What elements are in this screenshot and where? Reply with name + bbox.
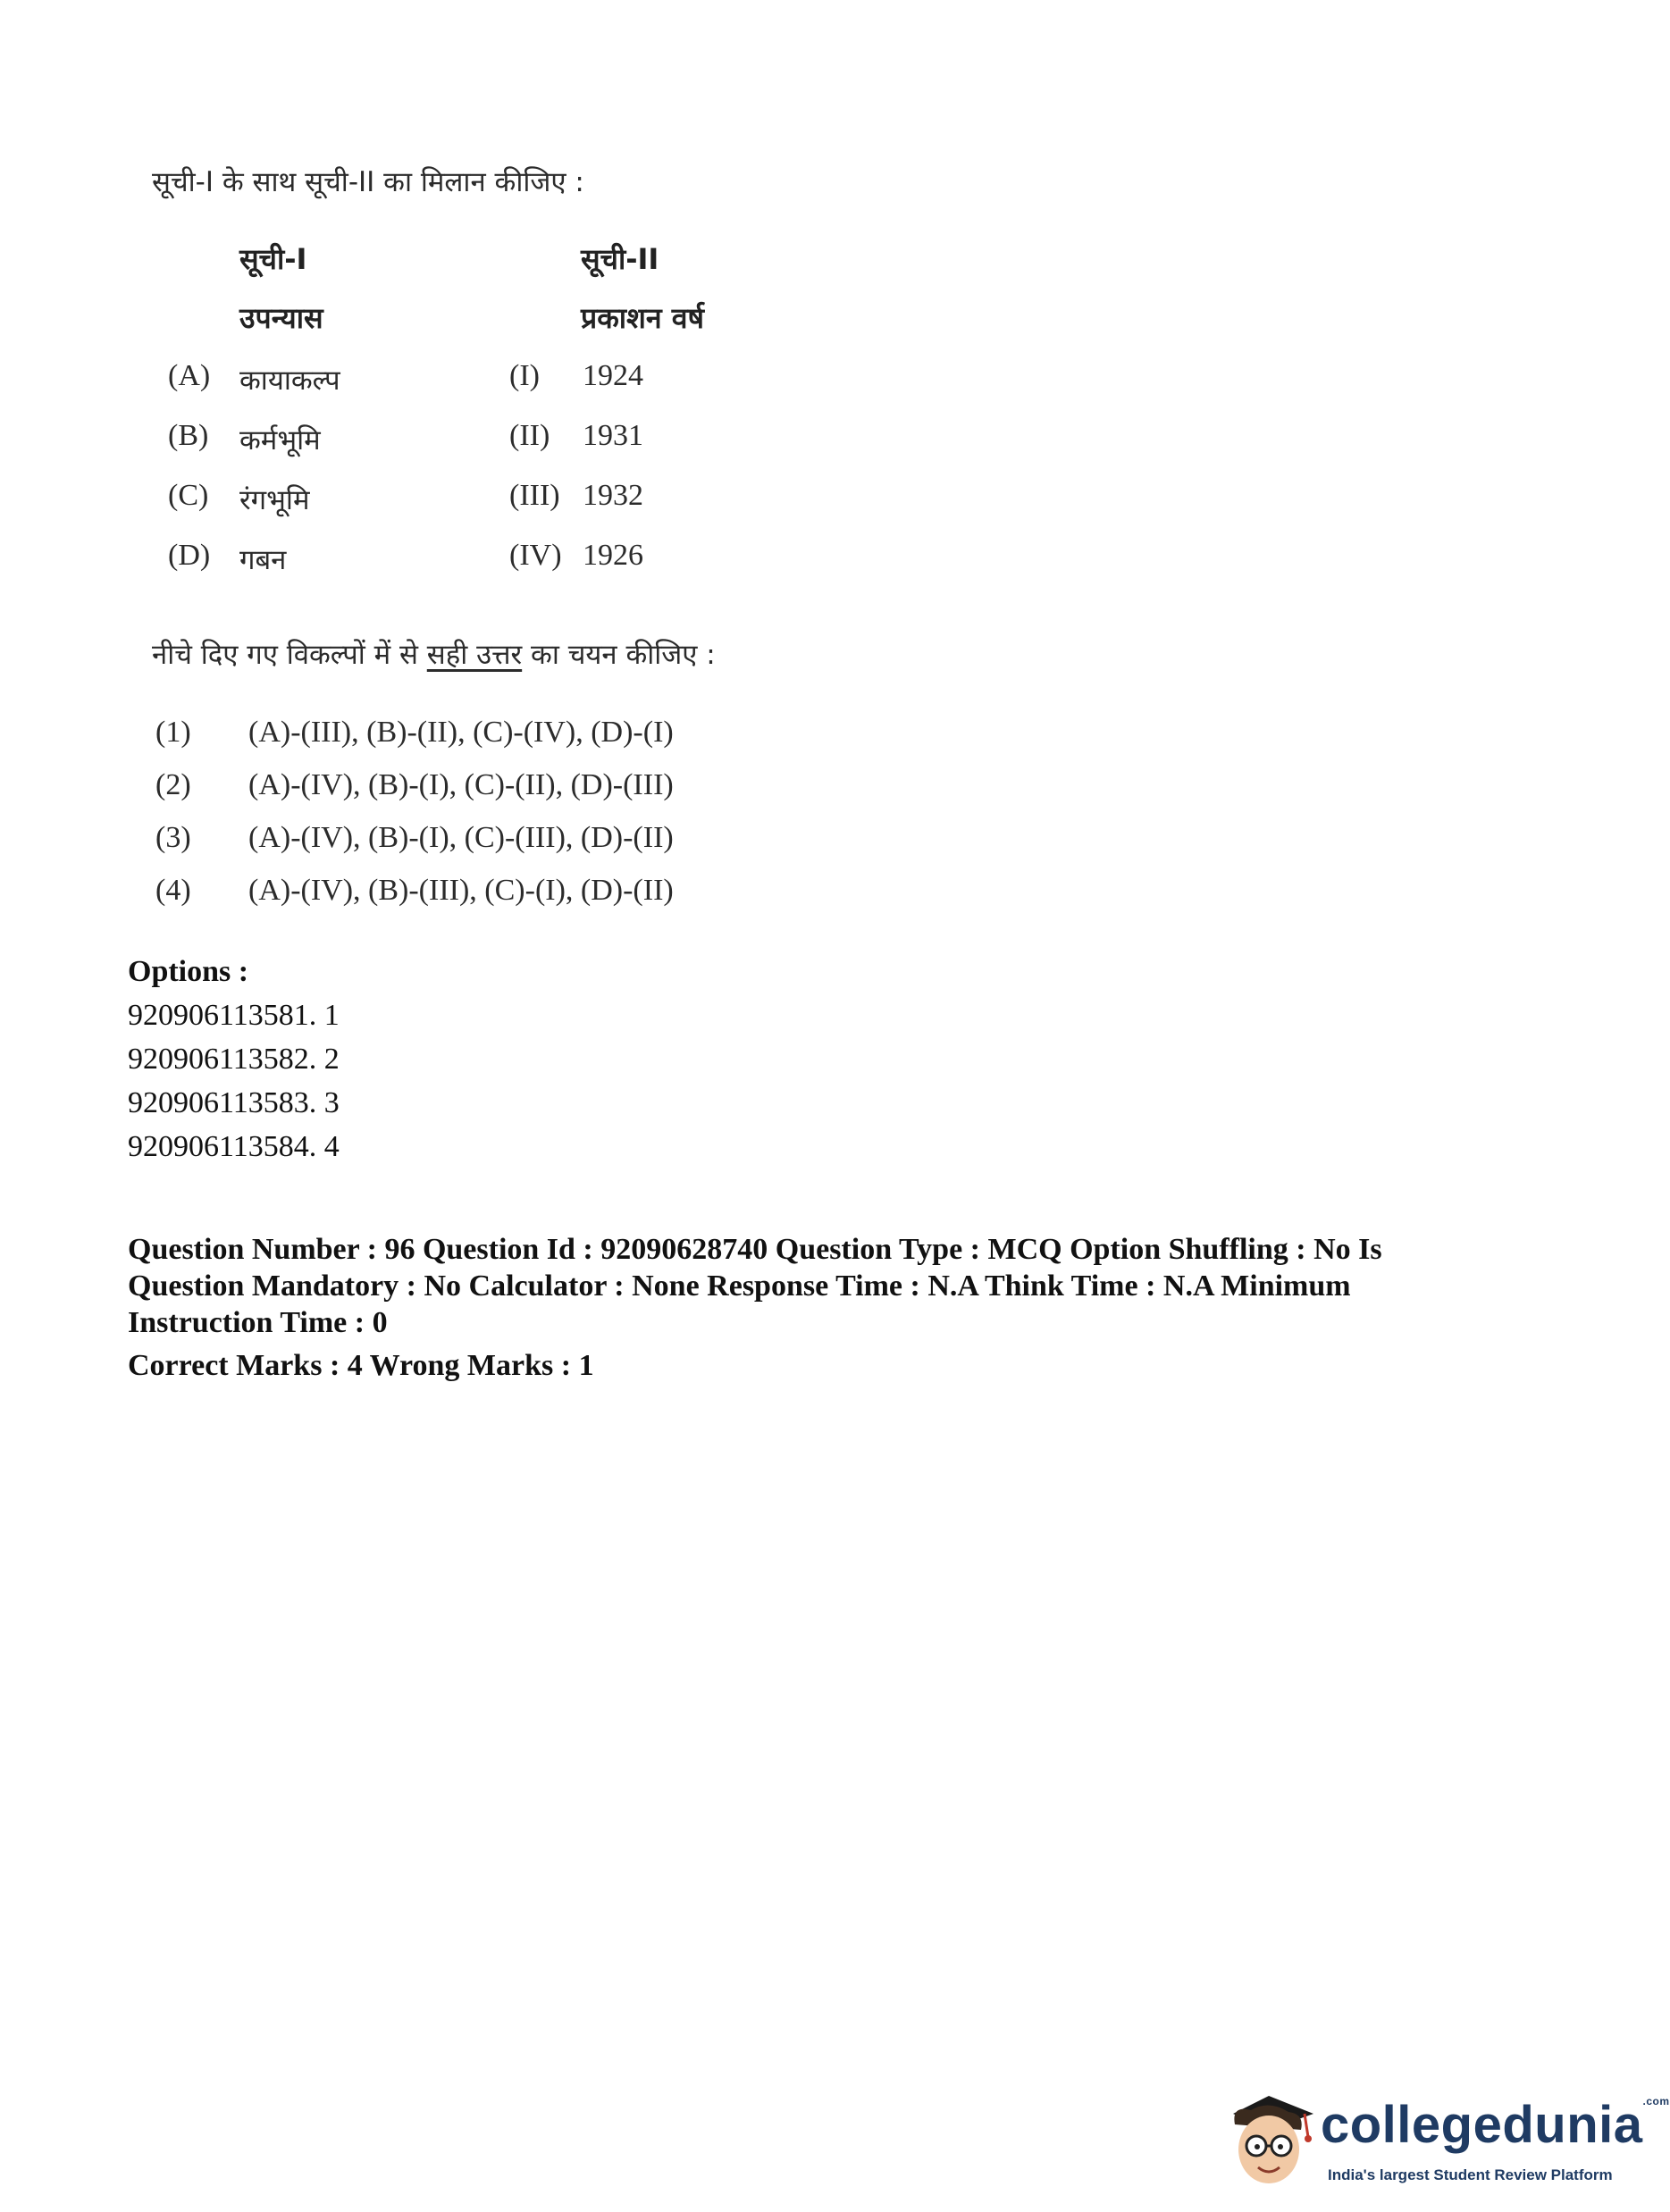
instruction-post: का चयन कीजिए : xyxy=(522,639,716,671)
logo-suffix: .com xyxy=(1642,2095,1670,2107)
choice-number: (4) xyxy=(155,874,191,907)
logo-name: collegedunia xyxy=(1321,2096,1643,2154)
row-numeral: (IV) xyxy=(509,539,562,572)
option-item: 920906113582. 2 xyxy=(128,1043,340,1076)
choice-text: (A)-(IV), (B)-(I), (C)-(III), (D)-(II) xyxy=(248,821,674,854)
row-item: गबन xyxy=(239,544,287,576)
question-meta-line2: Question Mandatory : No Calculator : None Response Time : N.A Think Time : N.A Minimum xyxy=(128,1269,1351,1303)
choice-number: (2) xyxy=(155,768,191,801)
instruction-underlined: सही उत्तर xyxy=(426,639,523,671)
marks-line: Correct Marks : 4 Wrong Marks : 1 xyxy=(128,1349,594,1382)
list2-title: सूची-II xyxy=(581,242,659,276)
choice-text: (A)-(IV), (B)-(I), (C)-(II), (D)-(III) xyxy=(248,768,674,801)
row-label: (D) xyxy=(168,539,211,572)
logo-wordmark xyxy=(1321,2095,1670,2155)
row-numeral: (II) xyxy=(509,419,550,452)
instruction-pre: नीचे दिए गए विकल्पों में से xyxy=(152,639,427,671)
options-heading: Options : xyxy=(128,955,249,988)
instruction xyxy=(152,635,716,673)
choice-number: (1) xyxy=(155,716,191,749)
question-meta-line1: Question Number : 96 Question Id : 92090628740 Question Type : MCQ Option Shuffling : No Is xyxy=(128,1233,1382,1266)
question-intro: सूची-I के साथ सूची-II का मिलान कीजिए : xyxy=(152,166,584,198)
list2-subtitle: प्रकाशन वर्ष xyxy=(581,301,705,335)
logo-tagline: India's largest Student Review Platform xyxy=(1328,2166,1613,2183)
row-label: (C) xyxy=(168,479,209,512)
row-year: 1926 xyxy=(583,539,643,572)
row-numeral: (III) xyxy=(509,479,560,512)
row-item: रंगभूमि xyxy=(239,484,310,516)
row-label: (B) xyxy=(168,419,209,452)
choice-number: (3) xyxy=(155,821,191,854)
row-numeral: (I) xyxy=(509,359,540,392)
list1-subtitle: उपन्यास xyxy=(239,301,323,335)
question-meta-line3: Instruction Time : 0 xyxy=(128,1306,388,1339)
option-item: 920906113584. 4 xyxy=(128,1130,340,1163)
row-item: कर्मभूमि xyxy=(239,424,321,457)
row-year: 1932 xyxy=(583,479,643,512)
row-year: 1931 xyxy=(583,419,643,452)
row-item: कायाकल्प xyxy=(239,364,340,397)
choice-text: (A)-(III), (B)-(II), (C)-(IV), (D)-(I) xyxy=(248,716,674,749)
option-item: 920906113581. 1 xyxy=(128,999,340,1032)
row-label: (A) xyxy=(168,359,211,392)
choice-text: (A)-(IV), (B)-(III), (C)-(I), (D)-(II) xyxy=(248,874,674,907)
mascot-icon xyxy=(1215,2087,1322,2194)
list1-title: सूची-I xyxy=(239,242,307,276)
row-year: 1924 xyxy=(583,359,643,392)
option-item: 920906113583. 3 xyxy=(128,1086,340,1119)
